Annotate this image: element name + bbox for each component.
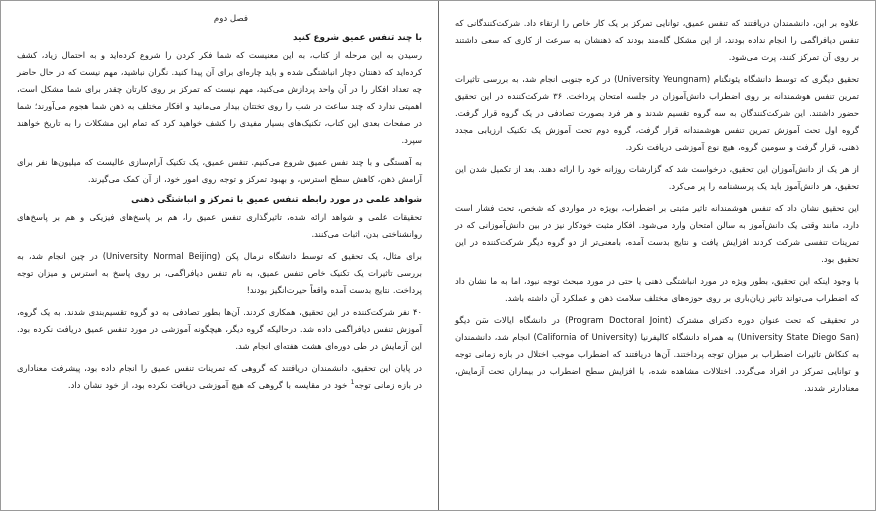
- paragraph: به آهستگی و با چند نفس عمیق شروع می‌کنیم. تنفس عمیق، یک تکنیک آرام‌سازی عالیست که میلیون‌ها نفر برای آرامش ذهن، کاهش سطح استرس، و بهبود تمرکز و توجه روی امور خود، از آن کمک می‌گیرند.: [17, 157, 422, 184]
- paragraph: [17, 360, 422, 394]
- paragraph-text: خود در مقایسه با گروهی که هیچ آموزشی دریافت نکرده بود، از خود نشان داد.: [67, 380, 351, 390]
- paragraph: ۴۰ نفر شرکت‌کننده در این تحقیق، همکاری کردند. آن‌ها بطور تصادفی به دو گروه تقسیم‌بندی شدند. به یک گروه، آموزش تنفس دیافراگمی داده شد. درحالیکه گروه دیگر، هیچگونه آموزشی در مورد تنفس عمیق دریافت نکرده بود. این آزمایش در طی دوره‌ای هشت هفته‌ای انجام شد.: [17, 307, 422, 351]
- paragraph: برای مثال، یک تحقیق که توسط دانشگاه نرمال پکن (University Normal Beijing) در چین انجام شد، به بررسی تاثیرات یک تکنیک خاص تنفس عمیق، به نام تنفس دیافراگمی، بر روی پاسخ به استرس و میزان توجه پرداخت. نتایج بدست آمده واقعاً حیرت‌انگیز بودند!: [17, 251, 423, 295]
- paragraph: از هر یک از دانش‌آموزان این تحقیق، درخواست شد که گزارشات روزانه خود را ارائه دهند. بعد از تکمیل شدن این تحقیق، هر دانش‌آموز باید یک پرسشنامه را پر می‌کرد.: [455, 164, 859, 191]
- section-title-deep-breathing: با چند تنفس عمیق شروع کنید: [293, 33, 422, 43]
- section-title-scientific-evidence: شواهد علمی در مورد رابطه تنفس عمیق با تمرکز و انباشتگی ذهنی: [131, 195, 422, 205]
- paragraph: در تحقیقی که تحت عنوان دوره دکترای مشترک (Program Doctoral Joint) در دانشگاه ایالات سَن دیگو (University State Diego San) به همراه دانشگاه کالیفرنیا (California of University) انجام شد، دانشمندان به کنکاش تاثیرات اضطراب بر میزان توجه پرداختند. آن‌ها دریافتند که اضطراب موجب اختلال در بازه زمانی توجه و توانایی تمرکز در افراد می‌گردد. اختلالات مشاهده شده، با افزایش سطح اضطراب در بیماران تحت آزمایش، معنادارتر شدند.: [455, 315, 859, 393]
- paragraph: با وجود اینکه این تحقیق، بطور ویژه در مورد انباشتگی ذهنی یا حتی در مورد مبحث توجه نبود، اما به ما نشان داد که اضطراب می‌تواند تاثیر زیان‌باری بر روی حوزه‌های مختلف سلامت ذهن و عملکرد آن داشته باشد.: [455, 276, 859, 303]
- footnote-marker: 1: [350, 379, 355, 387]
- paragraph: علاوه بر این، دانشمندان دریافتند که تنفس عمیق، توانایی تمرکز بر یک کار خاص را ارتقاء داد. شرکت‌کنندگانی که تنفس دیافراگمی را انجام نداده بودند، از این مشکل گله‌مند بودند که ذهنشان به سرعت از کاری که سعی داشتند بر روی آن تمرکز کنند، پرت می‌شود.: [455, 18, 859, 62]
- left-page: [1, 1, 438, 510]
- paragraph-text: در پایان این تحقیق، دانشمندان دریافتند که گروهی که تمرینات تنفس عمیق را انجام داده بود، پیشرفت معناداری در بازه زمانی توجه: [17, 363, 422, 390]
- right-page: [439, 1, 875, 510]
- paragraph: تحقیقات علمی و شواهد ارائه شده، تاثیرگذاری تنفس عمیق را، هم بر پاسخ‌های فیزیکی و هم بر پاسخ‌های روانشناختی بدن، اثبات می‌کنند.: [17, 212, 422, 239]
- chapter-heading: فصل دوم: [213, 14, 248, 24]
- paragraph: تحقیق دیگری که توسط دانشگاه یئونگنام (University Yeungnam) در کره جنوبی انجام شد، به بررسی تاثیرات تمرین تنفس هوشمندانه بر روی اضطراب دانش‌آموزان در جلسه امتحان پرداخت. ۳۶ شرکت‌کننده در این تحقیق حضور داشتند. این شرکت‌کنندگان به سه گروه تقسیم شدند و هر فرد بصورت تصادفی در یک گروه قرار گرفت. گروه اول تحت آموزش تمرین تنفس هوشمندانه قرار گرفت، گروه دوم تحت آموزش یک تکنیک ارزیابی مجدد ذهنی، قرار گرفت و سومین گروه، هیچ نوع آموزشی دریافت نکرد.: [455, 74, 859, 152]
- paragraph: این تحقیق نشان داد که تنفس هوشمندانه تاثیر مثبتی بر اضطراب، بویژه در مواردی که شخص، تحت فشار است دارد، مانند وقتی یک دانش‌آموز به سالن امتحان وارد می‌شود. افکار مثبت خودکار نیز در بین دانش‌آموزانی که در تمرینات تنفسی شرکت کردند افزایش یافت و نتایج بدست آمده، بامعنی‌تر از دو گروه دیگر شرکت‌کننده در این تحقیق بود.: [455, 203, 859, 264]
- paragraph: رسیدن به این مرحله از کتاب، به این معنیست که شما فکر کردن را شروع کرده‌اید و به احتمال زیاد، کشف کرده‌اید که ذهنتان دچار انباشتگی شده و باید چاره‌ای برای آن پیدا کنید. نگران نباشید، مهم نیست که در حال حاضر چه تعداد افکار را در آن واحد پردازش می‌کنید، مهم نیست که تمرکز بر روی کارتان چقدر برای شما مشکل است، اهمیتی ندارد که چند ساعت در شب را روی تختتان بیدار می‌مانید و افکار مختلف به ذهن شما هجوم می‌آورند؛ شما در صفحات بعدی این کتاب، تکنیک‌های بسیار مفیدی را کشف خواهید کرد که تمام این مشکلات را به تاریخ خواهند سپرد.: [17, 50, 422, 145]
